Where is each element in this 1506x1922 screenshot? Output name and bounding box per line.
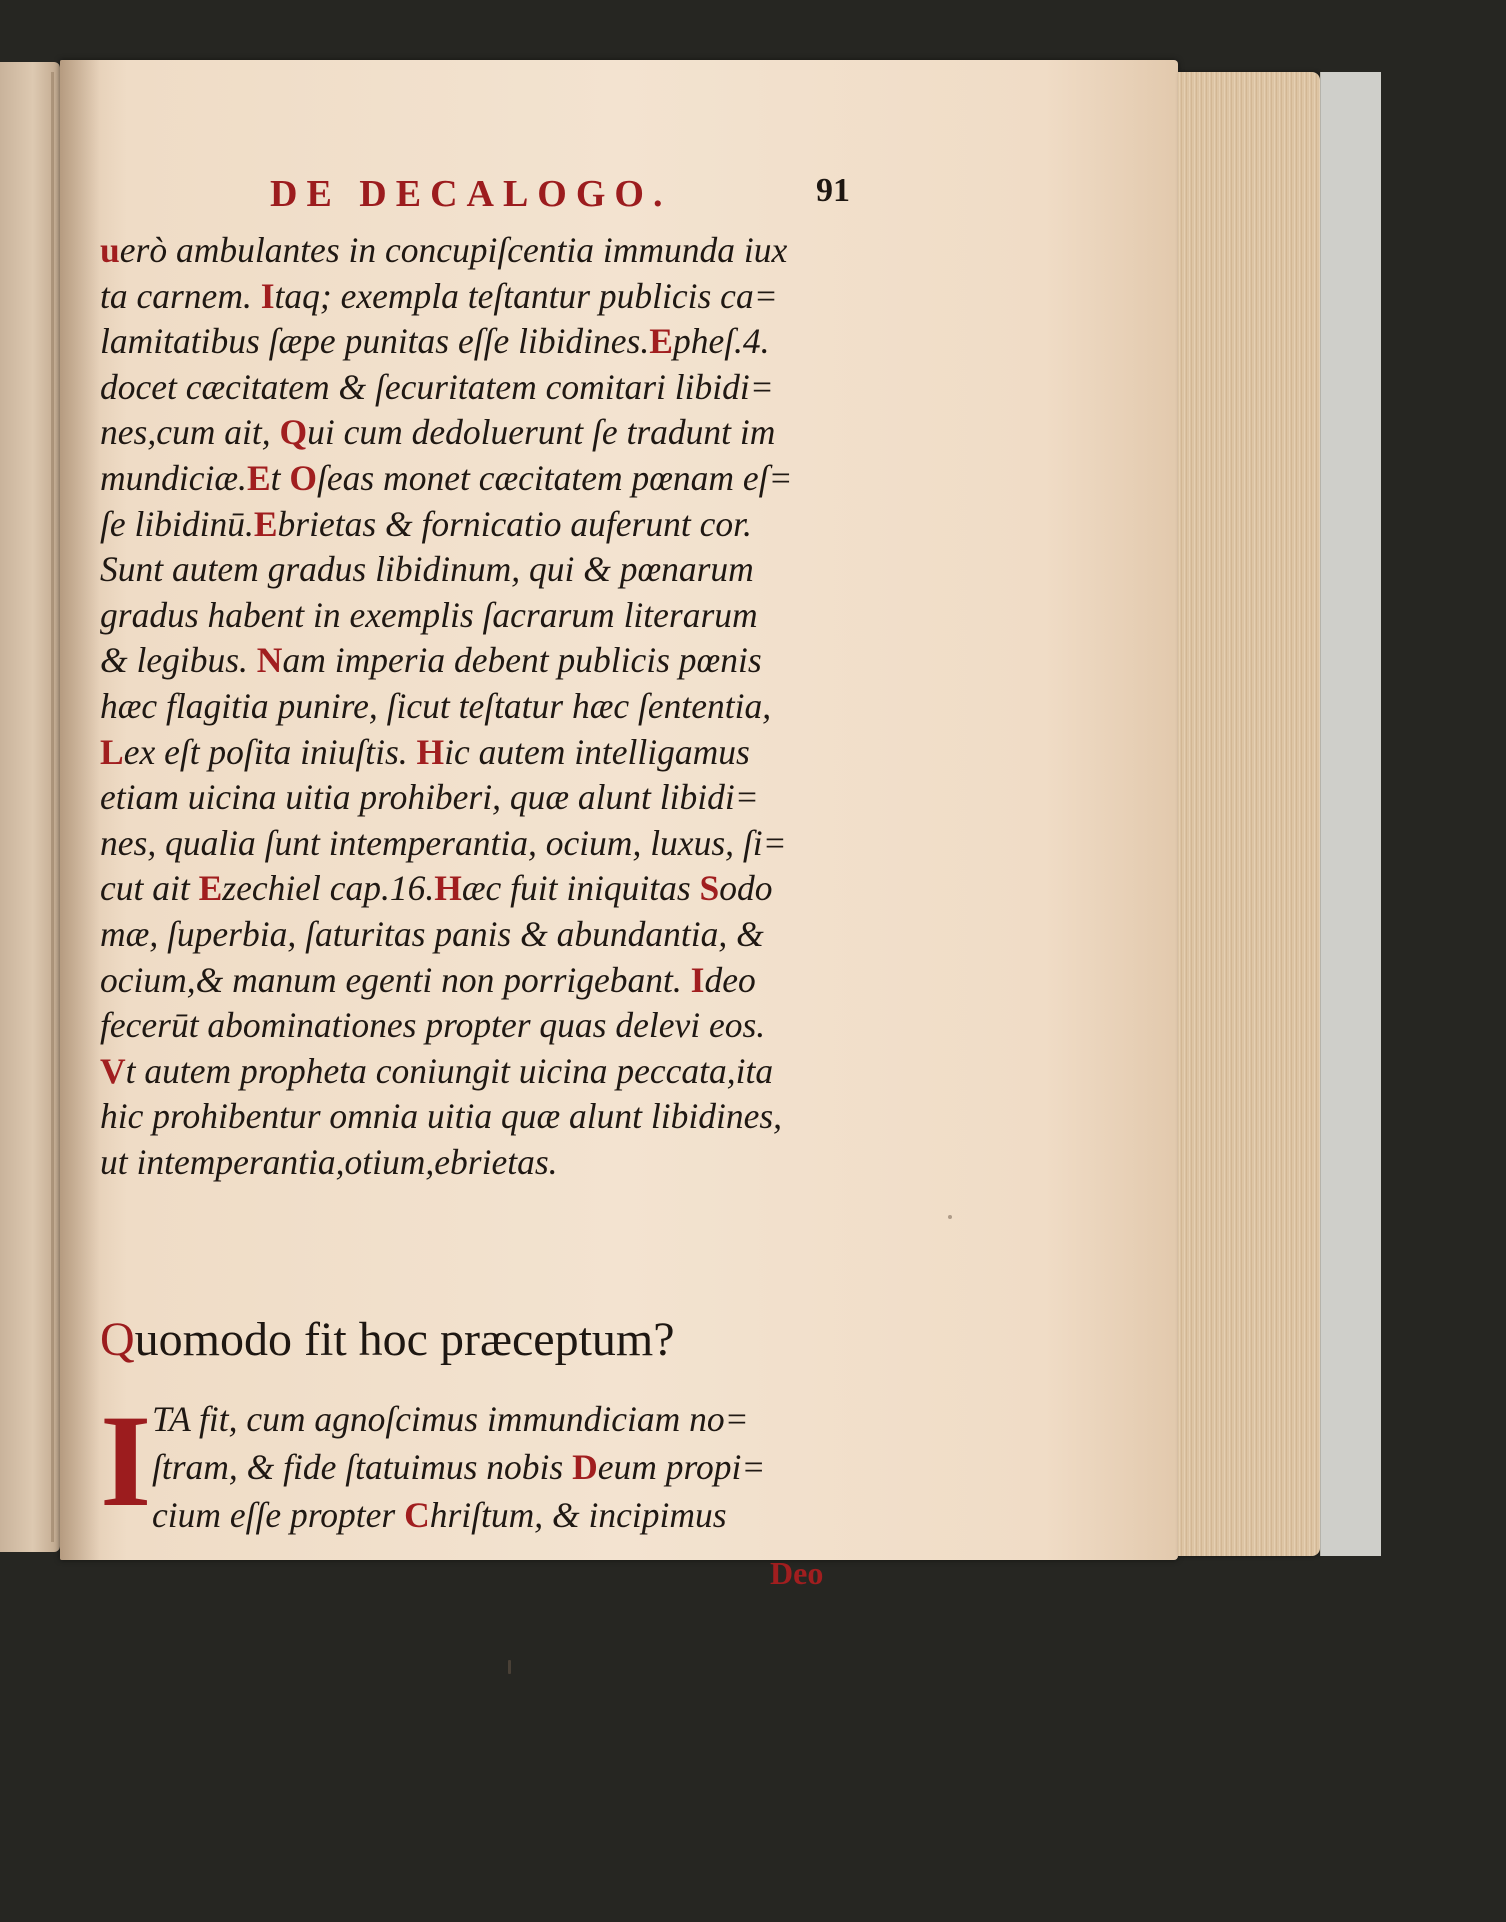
line-text: mundiciæ.: [100, 457, 247, 498]
heading-initial: Q: [100, 1313, 135, 1366]
rubricated-initial: D: [572, 1447, 598, 1487]
line-text: mæ, ſuperbia, ſaturitas panis & abundantia, &: [100, 913, 764, 954]
line-text: erò ambulantes in concupiſcentia immunda iux: [119, 230, 788, 270]
rubricated-initial: I: [690, 959, 705, 1000]
rubricated-initial: L: [100, 731, 124, 772]
text-line: [100, 684, 850, 730]
rubricated-initial: H: [434, 868, 462, 909]
text-line: [100, 456, 850, 502]
text-line: [100, 274, 850, 320]
line-text: Sunt autem gradus libidinum, qui & pœnarum: [100, 549, 754, 590]
running-header: [270, 172, 850, 222]
rubricated-initial: Q: [279, 412, 308, 453]
rubricated-initial: N: [256, 640, 283, 681]
catchword-text: Deo: [770, 1555, 824, 1591]
rubricated-initial: I: [260, 275, 275, 316]
running-head: [270, 172, 671, 216]
line-text: deo: [704, 959, 756, 1000]
body-text: [100, 228, 850, 1185]
text-line: [100, 1049, 850, 1095]
line-text: zechiel cap.16.: [222, 868, 435, 909]
line-text: eum propi=: [597, 1447, 766, 1487]
text-line: [100, 502, 850, 548]
rubricated-initial: V: [100, 1050, 126, 1091]
line-text: ſe libidinū.: [100, 503, 254, 544]
line-text: am imperia debent publicis pœnis: [282, 640, 762, 681]
rubricated-initial: C: [404, 1495, 430, 1535]
line-text: lamitatibus ſæpe punitas eſſe libidines.: [100, 321, 650, 362]
left-page-edge: [0, 62, 60, 1552]
line-text: nes, qualia ſunt intemperantia, ocium, luxus, ſi=: [100, 822, 787, 863]
section-heading: [100, 1312, 860, 1367]
rubricated-initial: S: [699, 868, 720, 909]
rubricated-initial: E: [253, 503, 278, 544]
line-text: ocium,& manum egenti non porrigebant.: [100, 959, 691, 1000]
line-text: docet cæcitatem & ſecuritatem comitari libidi=: [100, 366, 774, 407]
text-line: [100, 912, 850, 958]
text-line: [100, 866, 850, 912]
rubricated-initial: u: [100, 230, 120, 270]
line-text: ui cum dedoluerunt ſe tradunt im: [307, 412, 776, 453]
line-text: ut intemperantia,otium,ebrietas.: [100, 1141, 558, 1182]
text-line: [100, 638, 850, 684]
text-line: [100, 1094, 850, 1140]
line-text: taq; exempla teſtantur publicis ca=: [274, 275, 778, 316]
line-text: hic prohibentur omnia uitia quæ alunt libidines,: [100, 1096, 783, 1137]
line-text: pheſ.4.: [672, 321, 770, 362]
line-text: ic autem intelligamus: [444, 731, 750, 772]
text-line: [100, 958, 850, 1004]
rubricated-initial: H: [416, 731, 445, 772]
page-edges: [1178, 72, 1320, 1556]
text-line: [100, 228, 850, 274]
text-line: [100, 730, 850, 776]
text-line: [100, 319, 850, 365]
line-text: ta carnem.: [100, 275, 261, 316]
line-text: hriſtum, & incipimus: [429, 1495, 727, 1535]
support-board: [1320, 72, 1381, 1556]
text-line: [100, 821, 850, 867]
line-text: nes,cum ait,: [100, 412, 280, 453]
line-text: cut ait: [100, 868, 199, 909]
line-text: hæc flagitia punire, ſicut teſtatur hæc ſententia,: [100, 685, 772, 726]
line-text: t autem propheta coniungit uicina peccata,ita: [125, 1050, 774, 1091]
line-text: ſeas monet cæcitatem pœnam eſ=: [317, 457, 793, 498]
paper-speck: [948, 1215, 952, 1219]
paper-speck: [508, 1660, 511, 1674]
line-text: cium eſſe propter: [152, 1495, 405, 1535]
text-line: [152, 1443, 765, 1491]
page-number: 91: [816, 172, 850, 209]
rubricated-initial: E: [649, 321, 673, 362]
line-text: TA fit, cum agnoſcimus immundiciam no=: [152, 1399, 749, 1439]
line-text: brietas & fornicatio auferunt cor.: [277, 503, 752, 544]
text-line: [100, 1140, 850, 1186]
rubricated-initial: E: [198, 868, 223, 909]
text-line: [100, 547, 850, 593]
rubricated-initial: O: [289, 457, 317, 498]
text-line: [100, 775, 850, 821]
line-text: æc fuit iniquitas: [461, 868, 700, 909]
line-text: ex eſt poſita iniuſtis.: [123, 731, 417, 772]
section-text: [100, 1387, 860, 1575]
text-line: [100, 593, 850, 639]
line-text: fecerūt abominationes propter quas delevi eos.: [100, 1005, 766, 1046]
text-line: [100, 410, 850, 456]
line-text: ſtram, & fide ſtatuimus nobis: [152, 1447, 573, 1487]
catchword: [770, 1555, 823, 1592]
text-line: [152, 1395, 765, 1443]
heading-text: uomodo fit hoc præceptum?: [134, 1313, 675, 1366]
rubricated-initial: E: [246, 457, 271, 498]
line-text: odo: [719, 868, 773, 909]
gutter-shadow: [60, 60, 100, 1560]
running-head-text: DE DECALOGO.: [270, 173, 672, 215]
line-text: etiam uicina uitia prohiberi, quæ alunt libidi=: [100, 777, 759, 818]
drop-cap: I: [100, 1387, 152, 1534]
text-line: [100, 365, 850, 411]
line-text: t: [270, 457, 290, 498]
line-text: gradus habent in exemplis ſacrarum literarum: [100, 594, 758, 635]
section-lines: [152, 1395, 765, 1539]
text-line: [152, 1491, 765, 1539]
text-line: [100, 1003, 850, 1049]
line-text: & legibus.: [100, 640, 257, 681]
